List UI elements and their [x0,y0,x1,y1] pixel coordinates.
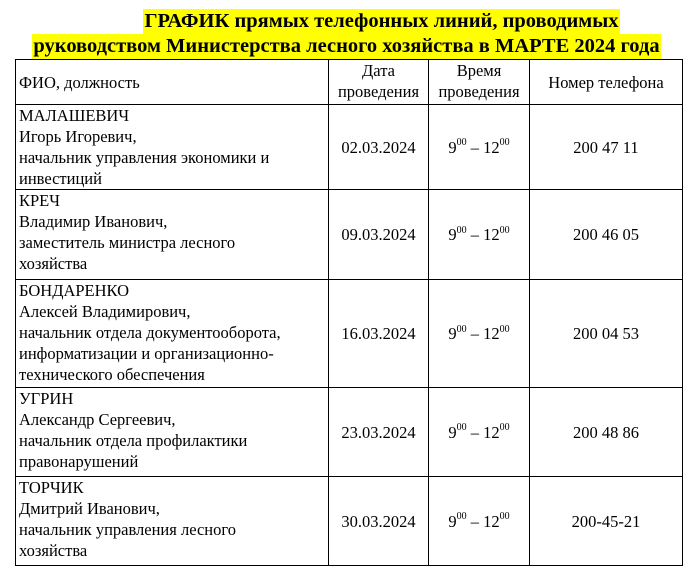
header-time: Время проведения [429,60,530,105]
person-cell [16,105,329,190]
person-fullname: Владимир Иванович, [19,212,168,231]
table-row [16,388,683,477]
person-surname: УГРИН [19,389,74,408]
person-position: информатизации и организационно- [19,344,274,363]
person-position: начальник управления лесного [19,520,236,539]
time-cell: $9^{00} - 12^{00}$ [429,105,530,190]
table-row [16,105,683,190]
phone-cell: 200 46 05 [530,190,683,280]
table-row [16,190,683,280]
phone-cell: 200 47 11 [530,105,683,190]
table-header-row [16,60,683,105]
person-cell [16,388,329,477]
person-cell [16,477,329,566]
time-cell: $9^{00} - 12^{00}$ [429,388,530,477]
person-position: начальник отдела документооборота, [19,323,281,342]
header-date: Дата проведения [329,60,429,105]
date-cell: 16.03.2024 [329,280,429,388]
header-name: ФИО, должность [16,60,329,105]
page-title [0,9,693,59]
time-cell: $9^{00} - 12^{00}$ [429,280,530,388]
time-cell: $9^{00} - 12^{00}$ [429,190,530,280]
phone-cell: 200 04 53 [530,280,683,388]
table-row [16,477,683,566]
person-fullname: Игорь Игоревич, [19,127,137,146]
person-surname: ТОРЧИК [19,478,84,497]
header-phone: Номер телефона [530,60,683,105]
title-line-1: ГРАФИК прямых телефонных линий, проводимых [144,10,619,32]
person-position: инвестиций [19,169,102,188]
person-position: заместитель министра лесного [19,233,236,252]
person-position: технического обеспечения [19,365,205,384]
person-position: правонарушений [19,452,139,471]
date-cell: 02.03.2024 [329,105,429,190]
person-cell [16,280,329,388]
title-line-2: руководством Министерства лесного хозяйства в МАРТЕ 2024 года [33,35,660,57]
date-cell: 30.03.2024 [329,477,429,566]
table-row [16,280,683,388]
person-position: начальник отдела профилактики [19,431,248,450]
person-position: хозяйства [19,254,88,273]
person-surname: БОНДАРЕНКО [19,281,130,300]
phone-cell: 200-45-21 [530,477,683,566]
person-fullname: Алексей Владимирович, [19,302,191,321]
person-cell [16,190,329,280]
date-cell: 09.03.2024 [329,190,429,280]
person-fullname: Дмитрий Иванович, [19,499,160,518]
person-fullname: Александр Сергеевич, [19,410,176,429]
person-position: начальник управления экономики и [19,148,270,167]
person-surname: МАЛАШЕВИЧ [19,106,130,125]
phone-cell: 200 48 86 [530,388,683,477]
date-cell: 23.03.2024 [329,388,429,477]
schedule-table [15,59,683,566]
person-surname: КРЕЧ [19,191,60,210]
time-cell: $9^{00} - 12^{00}$ [429,477,530,566]
person-position: хозяйства [19,541,88,560]
